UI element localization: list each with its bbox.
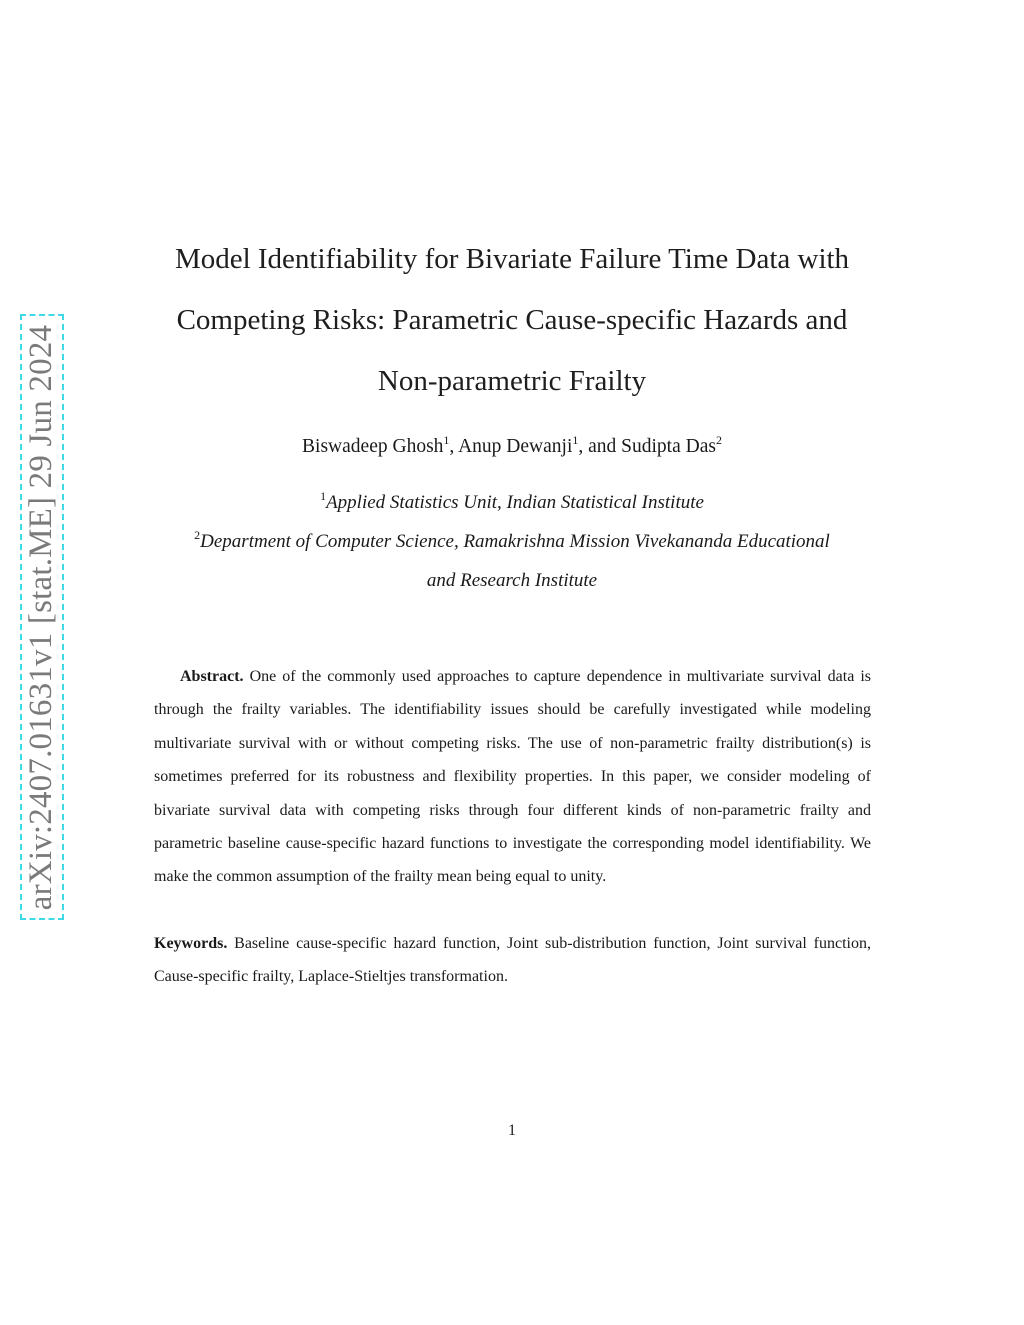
abstract-text: One of the commonly used approaches to capture dependence in multivariate survival data is through the frailty variables. The identifiability issues should be carefully investigated while modeling multivariate survival with or without competing risks. The use of non-parametric frailty distribution(s) is sometimes preferred for its robustness and flexibility properties. In this paper, we consider modeling of bivariate survival data with competing risks through four different kinds of non-parametric frailty and parametric baseline cause-specific hazard functions to investigate the corresponding model identifiability. We make the common assumption of the frailty mean being equal to unity. xyxy=(154,668,872,886)
arxiv-stamp xyxy=(20,314,64,920)
affiliation-mark: 1 xyxy=(443,433,450,447)
affiliation-mark: 2 xyxy=(194,528,201,542)
page-number: 1 xyxy=(508,1122,516,1139)
affiliation-mark: 2 xyxy=(715,433,722,447)
author-list xyxy=(150,433,874,458)
author-separator: , and xyxy=(578,436,622,457)
author-name: Anup Dewanji xyxy=(458,436,573,457)
author-separator: , xyxy=(449,436,459,457)
author-name: Biswadeep Ghosh xyxy=(302,436,444,457)
affiliation-text: Department of Computer Science, Ramakrishna Mission Vivekananda Educational xyxy=(200,531,830,552)
paper-title-line-2: Competing Risks: Parametric Cause-specific Hazards and xyxy=(176,304,848,336)
affiliation-2-continued xyxy=(150,570,874,592)
abstract-label: Abstract. xyxy=(180,668,244,685)
keywords-text: Baseline cause-specific hazard function, Joint sub-distribution function, Joint survival function, Cause-specific frailty, Laplace-Stieltjes transformation. xyxy=(154,935,871,986)
affiliation-mark: 1 xyxy=(320,489,327,503)
abstract xyxy=(154,660,871,894)
affiliation-2 xyxy=(150,528,874,553)
arxiv-identifier[interactable]: arXiv:2407.01631v1 [stat.ME] 29 Jun 2024 xyxy=(23,324,60,910)
affiliation-mark: 1 xyxy=(572,433,579,447)
paper-title-line-3: Non-parametric Frailty xyxy=(377,365,647,397)
affiliation-text: Applied Statistics Unit, Indian Statistical Institute xyxy=(326,492,704,513)
paper-title-line-1: Model Identifiability for Bivariate Failure Time Data with xyxy=(174,243,850,275)
keywords xyxy=(154,927,871,994)
affiliation-1 xyxy=(150,489,874,514)
keywords-label: Keywords. xyxy=(154,935,228,952)
author-name: Sudipta Das xyxy=(621,436,716,457)
affiliation-text: and Research Institute xyxy=(426,570,598,591)
